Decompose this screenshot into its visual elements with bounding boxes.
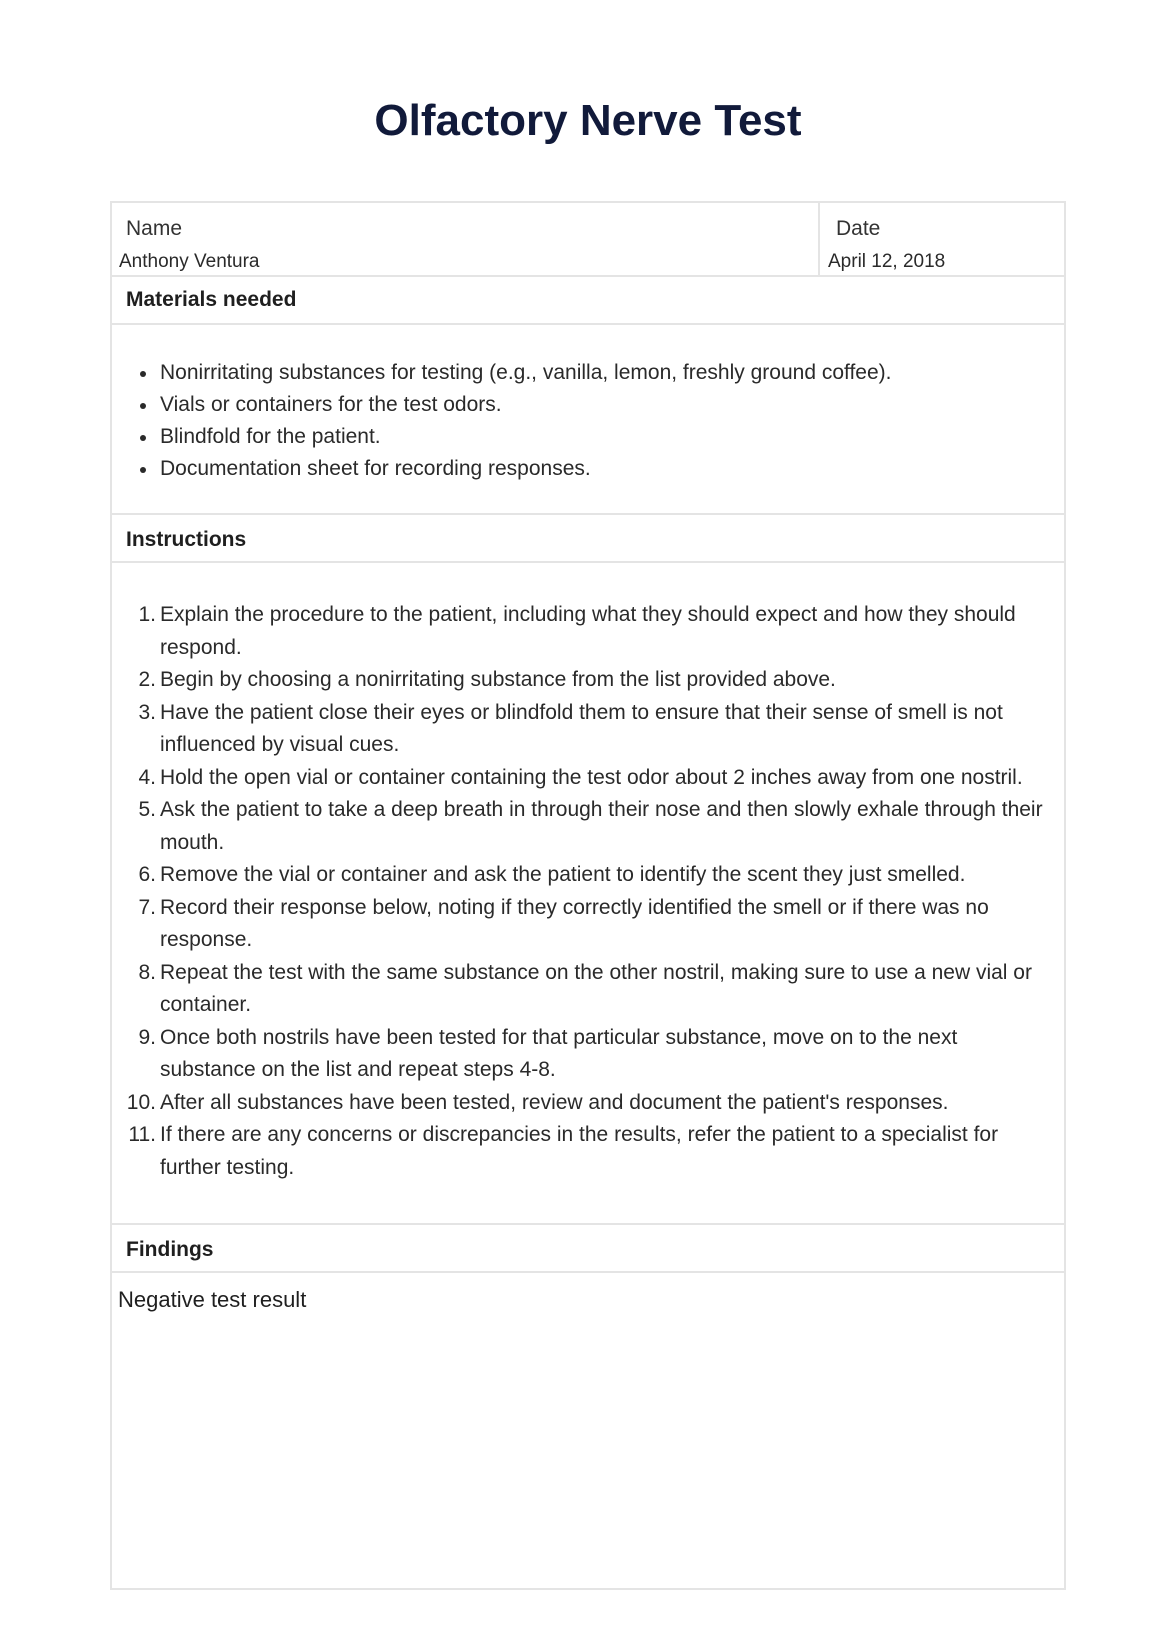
list-item (112, 1087, 1064, 1120)
instructions-heading: Instructions (112, 513, 1064, 563)
step-number: 2. (138, 668, 156, 691)
step-text: Have the patient close their eyes or blindfold them to ensure that their sense of smell is not influenced by visual cues. (160, 700, 1003, 756)
list-item: Vials or containers for the test odors. (160, 389, 891, 421)
date-label: Date (836, 217, 881, 240)
list-item (112, 1119, 1064, 1184)
step-number: 4. (138, 765, 156, 789)
step-text: Remove the vial or container and ask the patient to identify the scent they just smelled. (160, 863, 966, 886)
step-number: 9. (138, 1025, 156, 1049)
list-item (112, 859, 1064, 892)
step-number: 10. (126, 1090, 156, 1114)
list-item (112, 697, 1064, 762)
materials-heading: Materials needed (112, 275, 1064, 325)
name-cell (112, 203, 820, 275)
findings-heading: Findings (112, 1223, 1064, 1273)
list-item (112, 762, 1064, 795)
materials-list (112, 357, 891, 485)
step-text: Hold the open vial or container containing the test odor about 2 inches away from one nostril. (160, 765, 1023, 789)
name-value: Anthony Ventura (119, 251, 260, 272)
page-title: Olfactory Nerve Test (374, 96, 802, 145)
list-item (112, 599, 1064, 664)
list-item (112, 1022, 1064, 1087)
patient-info-row (112, 203, 1064, 277)
date-cell (820, 203, 1064, 275)
step-text: Repeat the test with the same substance on the other nostril, making sure to use a new vial or container. (160, 960, 1032, 1016)
instructions-list (112, 599, 1064, 1184)
step-number: 7. (138, 895, 156, 919)
step-text: Explain the procedure to the patient, including what they should expect and how they should respond. (160, 603, 1016, 659)
list-item (112, 892, 1064, 957)
step-text: After all substances have been tested, review and document the patient's responses. (160, 1090, 949, 1114)
step-text: Ask the patient to take a deep breath in through their nose and then slowly exhale through their mouth. (160, 798, 1043, 854)
step-number: 3. (138, 700, 156, 724)
list-item (112, 664, 1064, 697)
step-text: Once both nostrils have been tested for that particular substance, move on to the next substance on the list and repeat steps 4-8. (160, 1025, 958, 1081)
list-item: Nonirritating substances for testing (e.g., vanilla, lemon, freshly ground coffee). (160, 357, 891, 389)
step-number: 11. (128, 1123, 156, 1146)
list-item: Blindfold for the patient. (160, 421, 891, 453)
step-number: 5. (138, 798, 156, 821)
step-text: If there are any concerns or discrepancies in the results, refer the patient to a specialist for further testing. (160, 1123, 999, 1179)
step-text: Begin by choosing a nonirritating substance from the list provided above. (160, 668, 836, 691)
name-label: Name (126, 217, 183, 240)
list-item (112, 794, 1064, 859)
step-number: 1. (138, 603, 156, 626)
test-form (110, 201, 1066, 1590)
date-value: April 12, 2018 (828, 251, 946, 272)
instructions-body (112, 565, 1064, 1225)
list-item (112, 957, 1064, 1022)
step-number: 6. (138, 863, 156, 886)
findings-value: Negative test result (118, 1287, 307, 1312)
materials-body (112, 325, 1064, 515)
findings-body (112, 1275, 1064, 1588)
list-item: Documentation sheet for recording responses. (160, 453, 891, 485)
step-text: Record their response below, noting if they correctly identified the smell or if there was no response. (160, 895, 989, 951)
step-number: 8. (138, 960, 156, 984)
